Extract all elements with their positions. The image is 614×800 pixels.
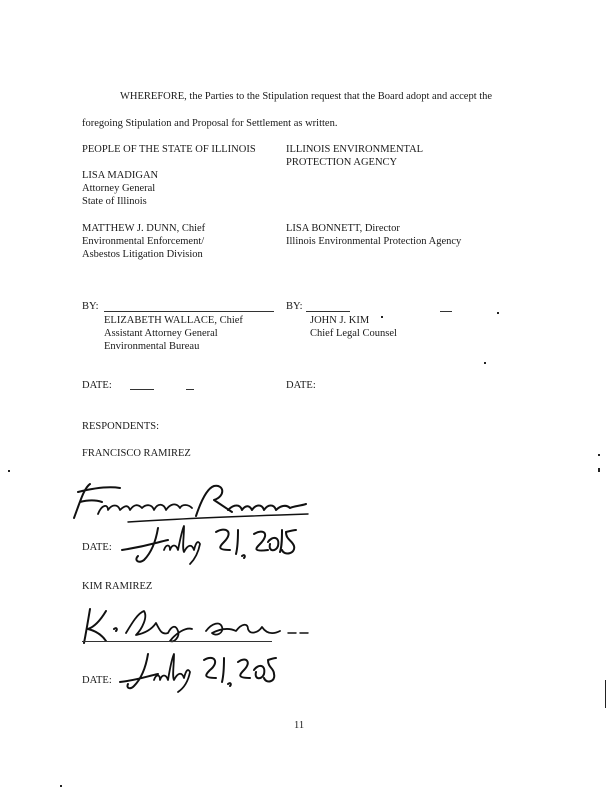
left-date-line-b	[186, 389, 194, 390]
left-signer-title-2: Environmental Bureau	[104, 341, 200, 352]
left-date-label: DATE:	[82, 380, 112, 391]
respondent-2-date-label: DATE:	[82, 675, 112, 686]
scan-speck	[598, 468, 600, 472]
scan-edge-mark	[605, 680, 606, 708]
scan-speck	[497, 312, 499, 314]
right-by-label: BY:	[286, 301, 303, 312]
respondent-2-signature	[76, 603, 312, 649]
respondent-1-date-label: DATE:	[82, 542, 112, 553]
iepa-agency-name: Illinois Environmental Protection Agency	[286, 236, 462, 247]
intro-line-2: foregoing Stipulation and Proposal for Settlement as written.	[82, 118, 338, 129]
iepa-director-name: LISA BONNETT, Director	[286, 223, 400, 234]
attorney-general-name: LISA MADIGAN	[82, 170, 159, 181]
attorney-general-state: State of Illinois	[82, 196, 147, 207]
respondent-2-handwritten-date	[118, 646, 278, 694]
page-number: 11	[294, 720, 305, 731]
scan-speck	[484, 362, 486, 364]
respondent-1-name: FRANCISCO RAMIREZ	[82, 448, 191, 459]
respondent-2-signature-line	[82, 641, 272, 642]
left-date-line-a	[130, 389, 154, 390]
division-chief-name: MATTHEW J. DUNN, Chief	[82, 223, 206, 234]
iepa-heading-1: ILLINOIS ENVIRONMENTAL	[286, 144, 424, 155]
iepa-heading-2: PROTECTION AGENCY	[286, 157, 398, 168]
division-chief-title-1: Environmental Enforcement/	[82, 236, 205, 247]
respondent-2-name: KIM RAMIREZ	[82, 581, 153, 592]
right-signer-name: JOHN J. KIM	[310, 315, 370, 326]
intro-line-1: WHEREFORE, the Parties to the Stipulation request that the Board adopt and accept the	[120, 91, 493, 102]
division-chief-title-2: Asbestos Litigation Division	[82, 249, 203, 260]
left-signer-name: ELIZABETH WALLACE, Chief	[104, 315, 243, 326]
left-signer-title-1: Assistant Attorney General	[104, 328, 218, 339]
scan-speck	[8, 470, 10, 472]
people-heading: PEOPLE OF THE STATE OF ILLINOIS	[82, 144, 256, 155]
attorney-general-title: Attorney General	[82, 183, 156, 194]
left-by-label: BY:	[82, 301, 99, 312]
right-signer-title: Chief Legal Counsel	[310, 328, 397, 339]
respondents-heading: RESPONDENTS:	[82, 421, 160, 432]
scan-speck	[381, 316, 383, 318]
left-signature-line	[104, 311, 274, 312]
scan-speck	[598, 454, 600, 456]
right-signature-line-b	[440, 311, 452, 312]
scan-speck	[60, 785, 62, 787]
respondent-1-handwritten-date	[118, 520, 298, 568]
right-date-label: DATE:	[286, 380, 316, 391]
right-signature-line-a	[306, 311, 350, 312]
